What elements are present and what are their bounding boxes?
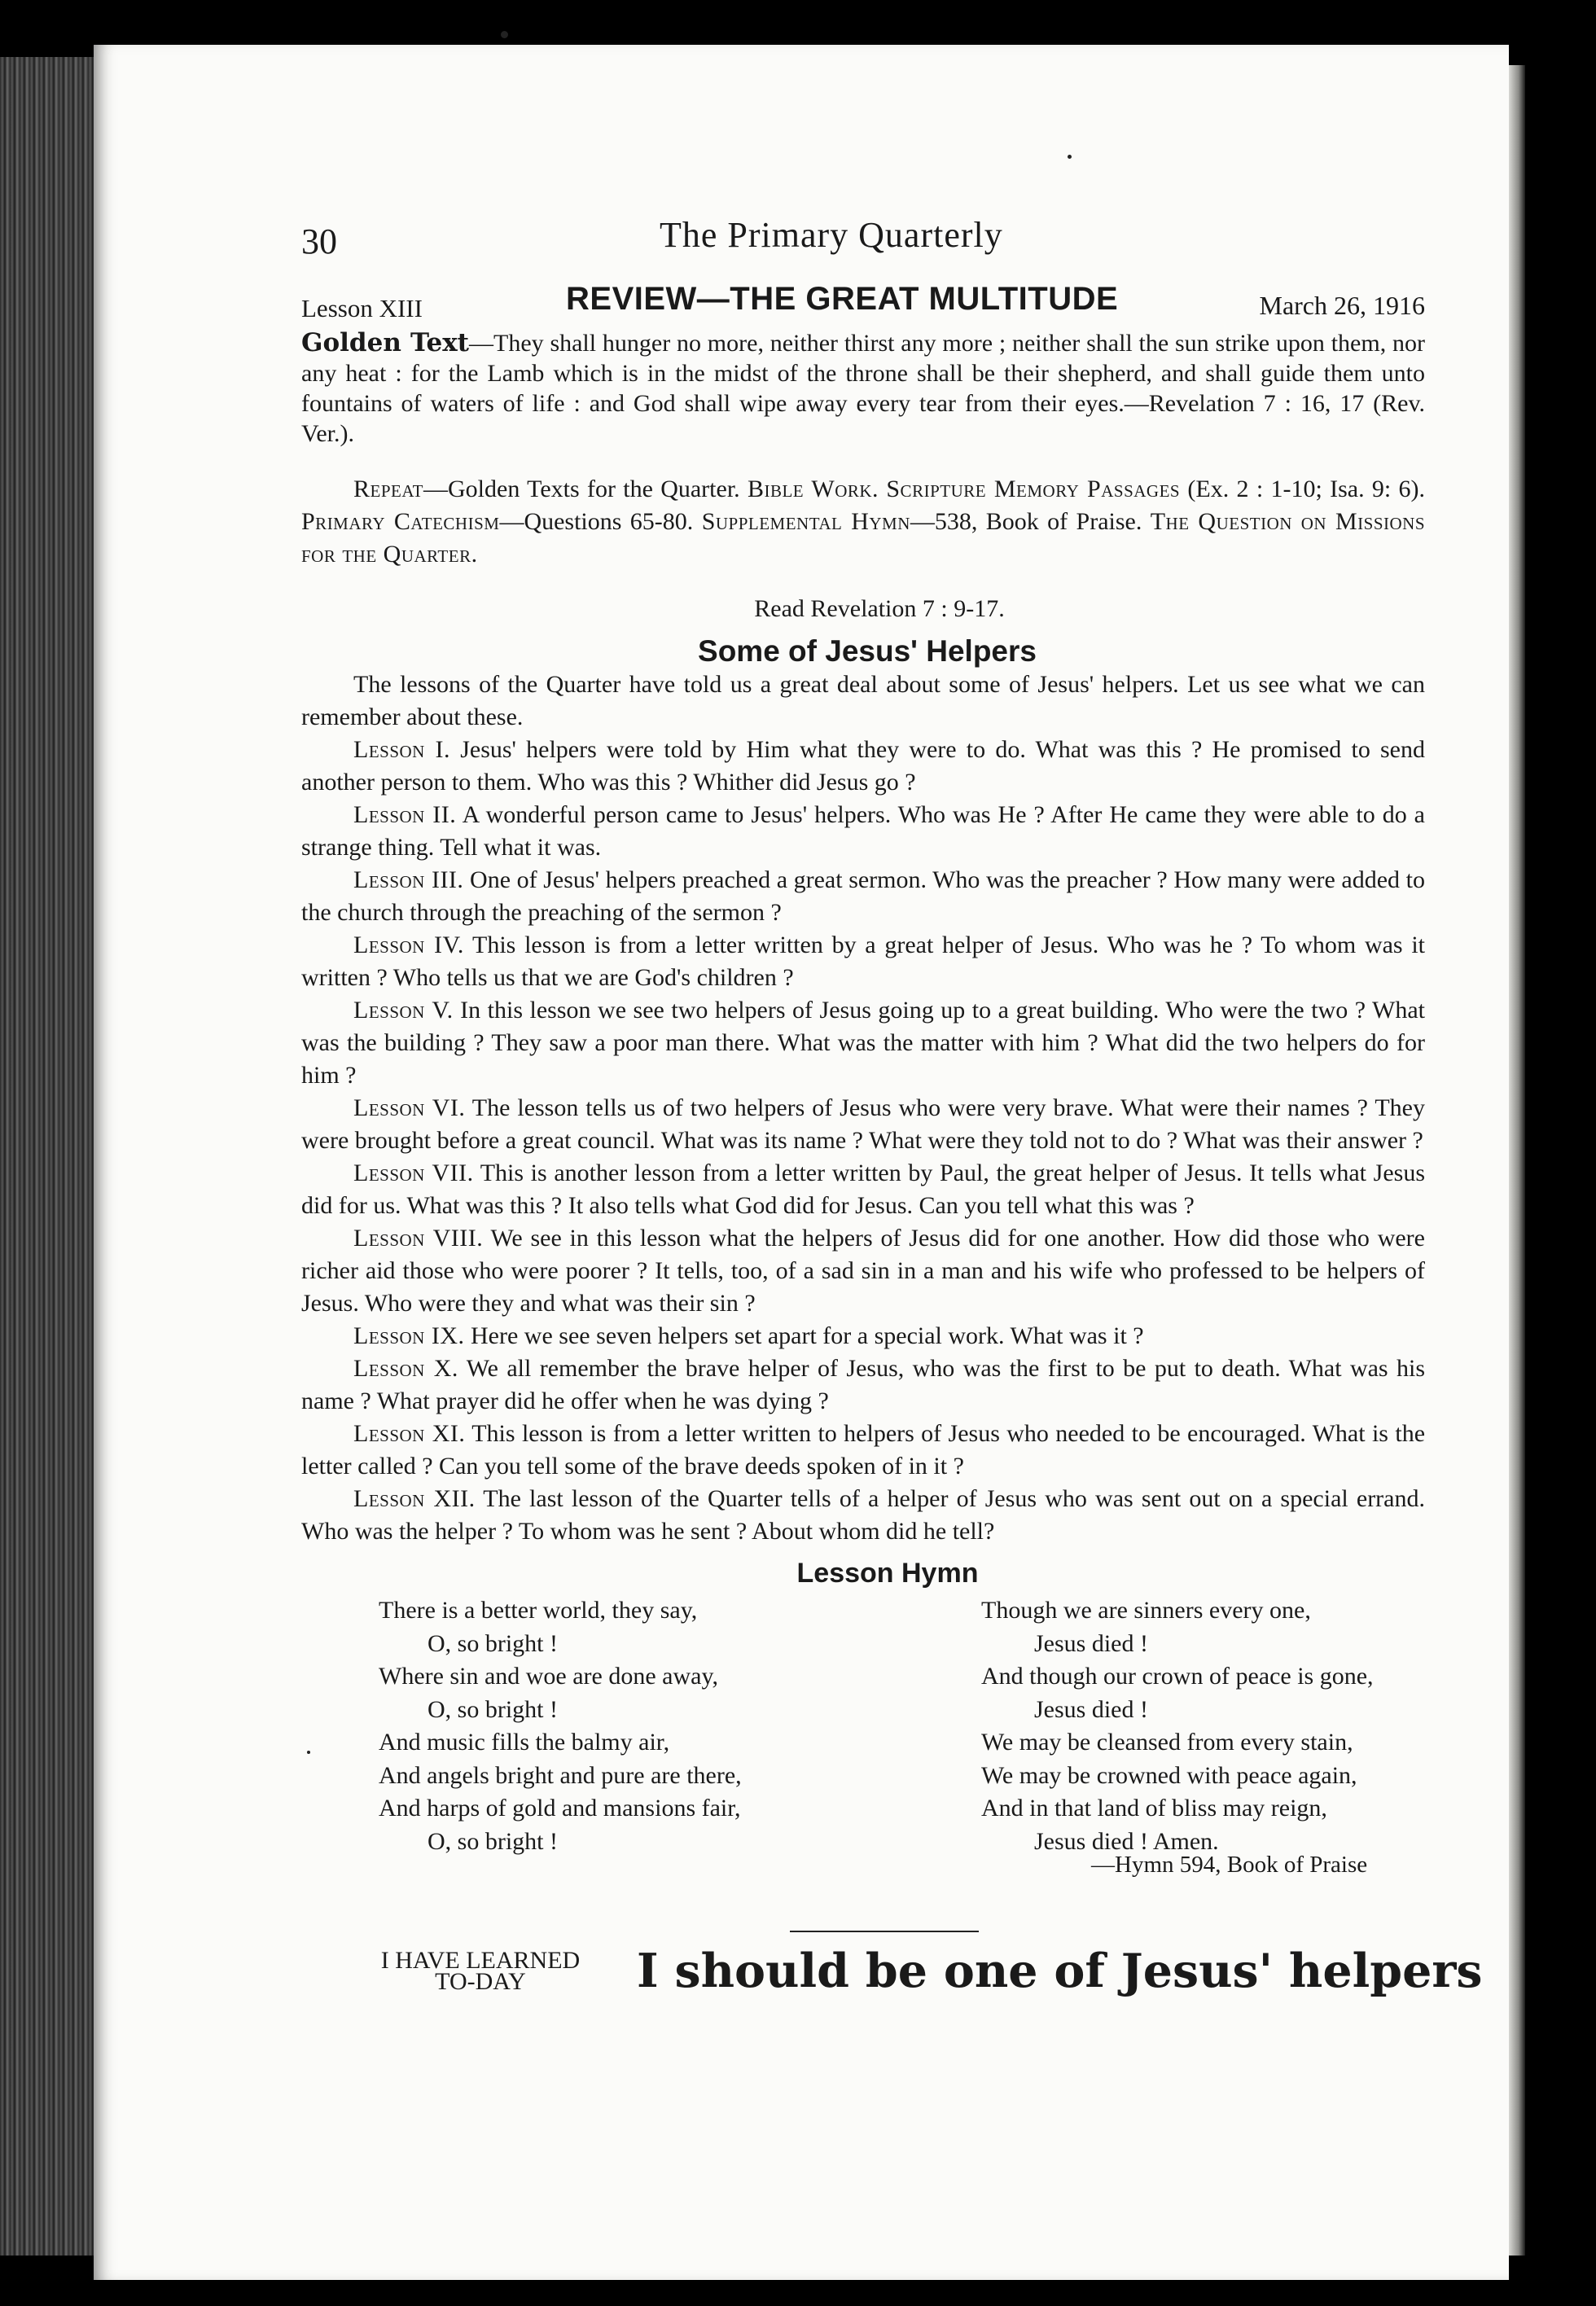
lesson-date: March 26, 1916: [1259, 291, 1425, 320]
review-item: [301, 1418, 1425, 1483]
review-item-text: Here we see seven helpers set apart for a special work. What was it ?: [464, 1322, 1144, 1349]
hymn-heading: Lesson Hymn: [796, 1558, 979, 1589]
learned-statement: I should be one of Jesus' helpers: [637, 1944, 1483, 1998]
review-item: [301, 734, 1425, 799]
repeat-text: —Golden Texts for the Quarter.: [423, 476, 748, 502]
hymn-line: We may be cleansed from every stain,: [981, 1729, 1353, 1756]
hymn-source: —Hymn 594, Book of Praise: [1091, 1852, 1368, 1878]
hymn-column-right: [981, 1594, 1374, 1858]
lesson-hymn: [301, 1594, 1425, 1878]
catechism-questions: —Questions 65-80.: [499, 508, 702, 535]
review-item: [301, 1092, 1425, 1157]
page-content: [301, 208, 1426, 1878]
review-item-label: Lesson VII.: [353, 1160, 474, 1186]
golden-text-body: —They shall hunger no more, neither thirst any more ; neither shall the sun strike upon them, nor any heat : for the Lamb which is in the midst of the throne shall be their shepherd, and shall guide them unto fountains of waters of life : and God shall wipe away every tear from their eyes.—Revelation 7 : 16, 17 (Rev. Ver.).: [301, 330, 1425, 447]
scripture-refs: (Ex. 2 : 1-10; Isa. 9: 6).: [1180, 476, 1426, 502]
hymn-number: —538, Book of Praise.: [910, 508, 1151, 535]
scan-speck: [1068, 155, 1072, 159]
learned-label-line1: I HAVE LEARNED: [380, 1947, 581, 1974]
divider-rule: [790, 1931, 979, 1932]
page-edge: [1509, 65, 1525, 2256]
review-item-text: This lesson is from a letter written by a great helper of Jesus. Who was he ? To whom was it written ? Who tells us that we are God's children ?: [301, 932, 1425, 991]
review-item: [301, 1222, 1425, 1320]
review-item: [301, 864, 1425, 929]
scan-speck: [307, 1751, 310, 1754]
scan-speck: [501, 31, 508, 38]
learned-label: [342, 1947, 619, 1995]
hymn-line: And harps of gold and mansions fair,: [379, 1795, 741, 1822]
primary-catechism: Primary Catechism: [301, 508, 500, 535]
review-item-text: We see in this lesson what the helpers of Jesus did for one another. How did those who were richer aid those who were poorer ? It tells, too, of a sad sin in a man and his wife who professed to be helpers of Jesus. Who were they and what was their sin ?: [301, 1225, 1425, 1317]
review-item-label: Lesson V.: [353, 997, 454, 1024]
repeat-paragraph: [301, 473, 1425, 571]
missions-question: The Question on Missions for the Quarter.: [301, 508, 1426, 568]
learned-label-line2: TO-DAY: [435, 1968, 526, 1995]
review-item: [301, 1483, 1425, 1548]
page-header: [301, 208, 1425, 265]
review-item-text: A wonderful person came to Jesus' helpers. Who was He ? After He came they were able to do a strange thing. Tell what it was.: [301, 801, 1425, 861]
hymn-line: O, so bright !: [428, 1695, 558, 1723]
lesson-title: REVIEW—THE GREAT MULTITUDE: [566, 281, 1119, 317]
review-item-label: Lesson II.: [353, 801, 457, 828]
review-list: [301, 734, 1425, 1548]
golden-text-label: Golden Text: [301, 328, 469, 357]
review-item-label: Lesson XI.: [353, 1420, 466, 1447]
review-item-label: Lesson XII.: [353, 1485, 476, 1512]
reading-reference: Read Revelation 7 : 9-17.: [754, 595, 1005, 622]
review-item: [301, 1352, 1425, 1418]
running-title: The Primary Quarterly: [660, 215, 1003, 255]
review-item-text: This lesson is from a letter written to helpers of Jesus who needed to be encouraged. What is the letter called ? Can you tell some of the brave deeds spoken of in it ?: [301, 1420, 1426, 1480]
review-item-text: Jesus' helpers were told by Him what they were to do. What was this ? He promised to send another person to them. Who was this ? Whither did Jesus go ?: [301, 736, 1425, 796]
intro-paragraph: The lessons of the Quarter have told us a great deal about some of Jesus' helpers. Let us see what we can remember about these.: [301, 671, 1425, 730]
review-item-label: Lesson III.: [353, 866, 464, 893]
bible-work: Bible Work.: [747, 476, 879, 502]
hymn-line: Jesus died ! Amen.: [1034, 1827, 1219, 1855]
hymn-line: Though we are sinners every one,: [981, 1597, 1311, 1624]
review-item: [301, 1157, 1425, 1222]
hymn-line: Where sin and woe are done away,: [379, 1663, 719, 1690]
review-item-label: Lesson IX.: [353, 1322, 465, 1349]
repeat-spacer: [879, 476, 886, 502]
hymn-column-left: [379, 1594, 742, 1858]
review-item-text: One of Jesus' helpers preached a great sermon. Who was the preacher ? How many were added to the church through the preaching of the sermon ?: [301, 866, 1425, 926]
repeat-label: Repeat: [353, 476, 424, 502]
hymn-line: And angels bright and pure are there,: [379, 1761, 742, 1789]
hymn-line: O, so bright !: [428, 1827, 558, 1855]
review-item-text: This is another lesson from a letter written by Paul, the great helper of Jesus. It tells what Jesus did for us. What was this ? It also tells what God did for Jesus. Can you tell what this was ?: [301, 1160, 1425, 1219]
review-item-label: Lesson IV.: [353, 932, 464, 958]
review-item-text: In this lesson we see two helpers of Jesus going up to a great building. Who were the two ? What was the building ? They saw a poor man there. What was the matter with him ? What did the two helpers do for him ?: [301, 997, 1425, 1089]
golden-text: [301, 328, 1425, 449]
hymn-line: O, so bright !: [428, 1629, 558, 1657]
hymn-line: Jesus died !: [1034, 1695, 1148, 1723]
scripture-memory: Scripture Memory Passages: [886, 476, 1181, 502]
review-item-label: Lesson X.: [353, 1355, 458, 1382]
review-item: [301, 994, 1425, 1092]
book-binding: [0, 57, 98, 2256]
review-item: [301, 929, 1425, 994]
review-item: [301, 1320, 1425, 1352]
hymn-line: Jesus died !: [1034, 1629, 1148, 1657]
review-item-text: The last lesson of the Quarter tells of a helper of Jesus who was sent out on a special errand. Who was the helper ? To whom was he sent ? About whom did he tell?: [301, 1485, 1425, 1545]
hymn-line: And in that land of bliss may reign,: [981, 1795, 1327, 1822]
hymn-line: There is a better world, they say,: [379, 1597, 698, 1624]
section-heading: Some of Jesus' Helpers: [698, 634, 1037, 668]
review-item-label: Lesson VIII.: [353, 1225, 484, 1252]
learned-today: [342, 1944, 1483, 2009]
supplemental-hymn: Supplemental Hymn: [701, 508, 910, 535]
lesson-line: [301, 281, 1425, 327]
review-item: [301, 799, 1425, 864]
lesson-number: Lesson XIII: [301, 294, 423, 322]
hymn-line: And though our crown of peace is gone,: [981, 1663, 1374, 1690]
review-item-label: Lesson VI.: [353, 1094, 466, 1121]
review-item-label: Lesson I.: [353, 736, 451, 763]
review-item-text: We all remember the brave helper of Jesus, who was the first to be put to death. What was his name ? What prayer did he offer when he was dying ?: [301, 1355, 1425, 1414]
review-item-text: The lesson tells us of two helpers of Jesus who were very brave. What were their names ? They were brought before a great council. What was its name ? What were they told not to do ? What was their answer ?: [301, 1094, 1425, 1154]
hymn-line: And music fills the balmy air,: [379, 1729, 670, 1756]
page-number: 30: [301, 221, 337, 261]
hymn-line: We may be crowned with peace again,: [981, 1761, 1357, 1789]
